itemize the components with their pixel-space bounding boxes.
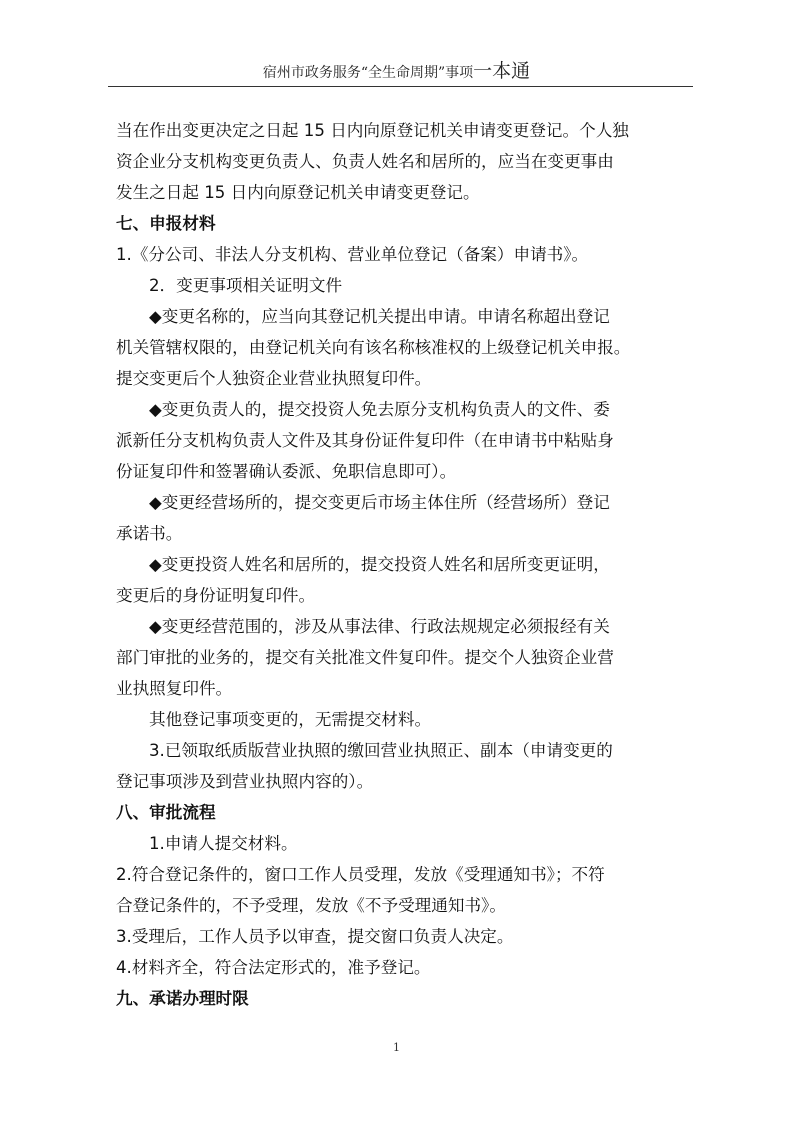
page-number: 1 <box>393 1041 400 1054</box>
body-line: 2.符合登记条件的，窗口工作人员受理，发放《受理通知书》；不符 <box>116 865 605 884</box>
body-line: 份证复印件和签署确认委派、免职信息即可）。 <box>116 462 457 481</box>
body-line: 合登记条件的，不予受理，发放《不予受理通知书》。 <box>116 896 506 915</box>
body-line: 派新任分支机构负责人文件及其身份证件复印件（在申请书中粘贴身 <box>116 431 614 450</box>
body-line: 部门审批的业务的，提交有关批准文件复印件。提交个人独资企业营 <box>116 648 614 667</box>
body-line: 登记事项涉及到营业执照内容的）。 <box>116 772 374 791</box>
header-title-suffix: 一本通 <box>473 60 531 82</box>
header-title-prefix: 宿州市政务服务“全生命周期”事项 <box>262 65 474 81</box>
body-line: 3.已领取纸质版营业执照的缴回营业执照正、副本（申请变更的 <box>149 741 613 760</box>
body-line: 变更后的身份证明复印件。 <box>116 586 316 605</box>
body-line: 3.受理后，工作人员予以审查，提交窗口负责人决定。 <box>116 927 514 946</box>
body-line: 2．变更事项相关证明文件 <box>149 276 343 295</box>
header-rule <box>108 86 693 87</box>
section-heading: 七、申报材料 <box>116 214 216 233</box>
section-heading: 八、审批流程 <box>116 803 216 822</box>
body-line: 机关管辖权限的，由登记机关向有该名称核准权的上级登记机关申报。 <box>116 338 631 357</box>
running-header <box>0 61 793 83</box>
body-line: 承诺书。 <box>116 524 183 543</box>
body-line: 发生之日起 15 日内向原登记机关申请变更登记。 <box>116 183 480 202</box>
body-line: ◆变更经营场所的，提交变更后市场主体住所（经营场所）登记 <box>149 493 610 512</box>
body-line: ◆变更负责人的，提交投资人免去原分支机构负责人的文件、委 <box>149 400 610 419</box>
body-line: 业执照复印件。 <box>116 679 233 698</box>
body-line: ◆变更经营范围的，涉及从事法律、行政法规规定必须报经有关 <box>149 617 610 636</box>
body-line: 当在作出变更决定之日起 15 日内向原登记机关申请变更登记。个人独 <box>116 121 629 140</box>
body-line: 1.《分公司、非法人分支机构、营业单位登记（备案）申请书》。 <box>116 245 589 264</box>
body-line: 其他登记事项变更的，无需提交材料。 <box>149 710 432 729</box>
body-line: 资企业分支机构变更负责人、负责人姓名和居所的，应当在变更事由 <box>116 152 614 171</box>
body-line: 1.申请人提交材料。 <box>149 834 298 853</box>
section-heading: 九、承诺办理时限 <box>116 989 249 1008</box>
body-line: 提交变更后个人独资企业营业执照复印件。 <box>116 369 432 388</box>
document-body <box>116 115 696 1014</box>
body-line: 4.材料齐全，符合法定形式的，准予登记。 <box>116 958 431 977</box>
body-line: ◆变更名称的，应当向其登记机关提出申请。申请名称超出登记 <box>149 307 610 326</box>
body-line: ◆变更投资人姓名和居所的，提交投资人姓名和居所变更证明， <box>149 555 610 574</box>
